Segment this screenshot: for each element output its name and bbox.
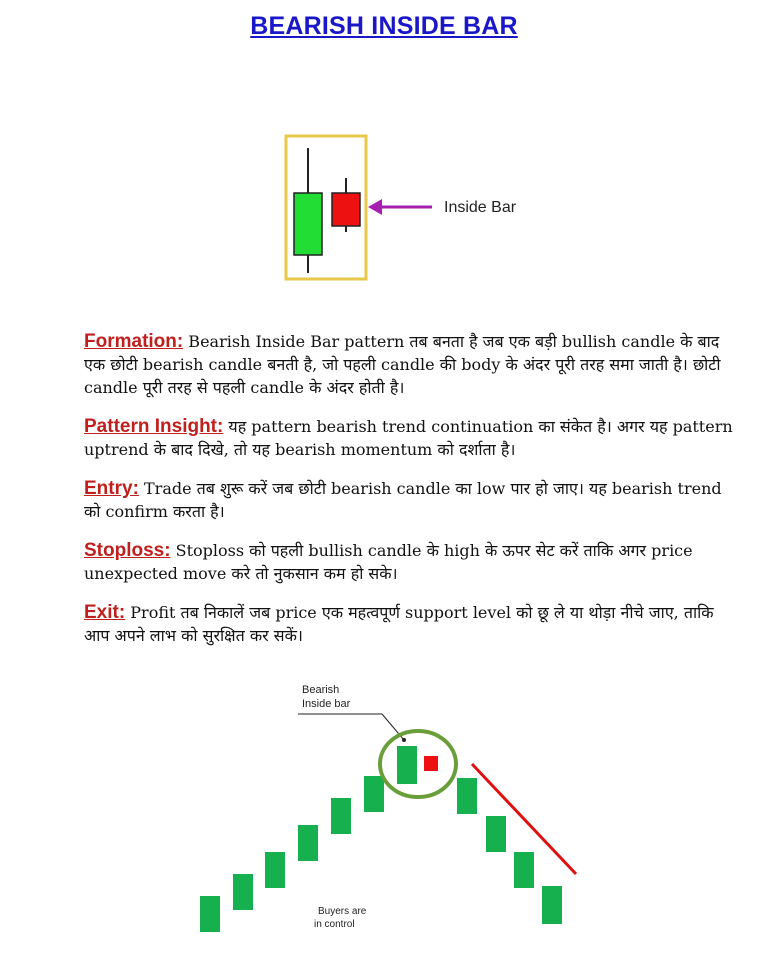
inside-bar-highlight-circle xyxy=(380,731,456,797)
uptrend-candle-4 xyxy=(298,825,318,861)
entry-text: Trade तब शुरू करें जब छोटी bearish candle का low पार हो जाए। यह bearish trend को confirm करता है। xyxy=(84,479,722,521)
section-formation xyxy=(84,330,734,399)
uptrend-candle-1 xyxy=(200,896,220,932)
pattern-insight-text: यह pattern bearish trend continuation का संकेत है। अगर यह pattern uptrend के बाद दिखे, तो यह bearish momentum को दर्शाता है। xyxy=(84,417,733,459)
downtrend-candle-2 xyxy=(486,816,506,852)
pattern-insight-heading: Pattern Insight: xyxy=(84,416,224,437)
uptrend-candle-2 xyxy=(233,874,253,910)
arrow-head xyxy=(368,199,382,215)
downtrend-candle-4 xyxy=(542,886,562,924)
uptrend-candle-5 xyxy=(331,798,351,834)
formation-heading: Formation: xyxy=(84,331,184,352)
uptrend-candle-3 xyxy=(265,852,285,888)
section-exit xyxy=(84,601,734,647)
section-pattern-insight xyxy=(84,415,734,461)
price-chart-figure xyxy=(190,678,590,948)
exit-heading: Exit: xyxy=(84,602,126,623)
downtrend-candle-1 xyxy=(457,778,477,814)
section-entry xyxy=(84,477,734,523)
sections xyxy=(84,330,734,663)
section-stoploss xyxy=(84,539,734,585)
stoploss-text: Stoploss को पहली bullish candle के high के ऊपर सेट करें ताकि अगर price unexpected move करे तो नुकसान कम हो सके। xyxy=(84,541,693,583)
callout-label-line1: Bearish xyxy=(302,684,340,696)
downtrend-candle-3 xyxy=(514,852,534,888)
stoploss-heading: Stoploss: xyxy=(84,540,171,561)
callout-dot xyxy=(402,738,406,742)
bullish-candle xyxy=(294,193,322,255)
entry-heading: Entry: xyxy=(84,478,139,499)
page-title: BEARISH INSIDE BAR xyxy=(250,12,518,40)
uptrend-candle-6 xyxy=(364,776,384,812)
inside-bar-label: Inside Bar xyxy=(444,199,517,216)
formation-text: Bearish Inside Bar pattern तब बनता है जब एक बड़ी bullish candle के बाद एक छोटी bearish candle बनती है, जो पहली candle की body के अंदर पूरी तरह समा जाती है। छोटी candle पूरी तरह से पहली candle के अंदर होती है। xyxy=(84,332,721,397)
inside-bar-candle xyxy=(424,756,438,771)
note-label-line2: in control xyxy=(314,919,355,930)
inside-bar-figure xyxy=(280,130,540,285)
mother-bar-candle xyxy=(397,746,417,784)
note-label-line1: Buyers are xyxy=(318,906,367,917)
exit-text: Profit तब निकालें जब price एक महत्वपूर्ण support level को छू ले या थोड़ा नीचे जाए, ताकि आप अपने लाभ को सुरक्षित कर सकें। xyxy=(84,603,714,645)
bearish-candle xyxy=(332,193,360,226)
callout-label-line2: Inside bar xyxy=(302,698,351,710)
